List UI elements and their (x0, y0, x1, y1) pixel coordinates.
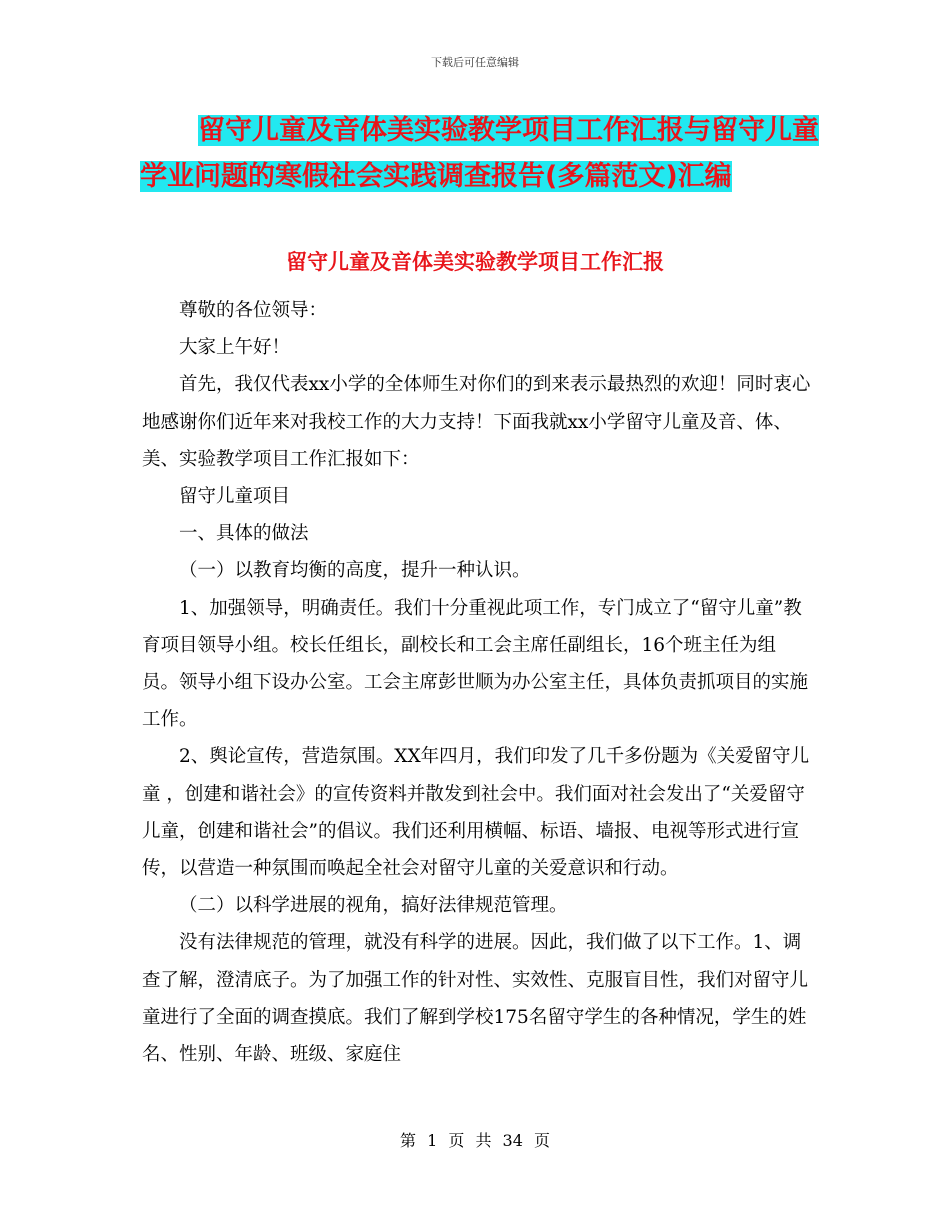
paragraph-intro: 首先，我仅代表xx小学的全体师生对你们的到来表示最热烈的欢迎！同时衷心地感谢你们近年来对我校工作的大力支持！下面我就xx小学留守儿童及音、体、美、实验教学项目工作汇报如下： (142, 374, 811, 470)
paragraph-publicity: 2、舆论宣传，营造氛围。XX年四月，我们印发了几千多份题为《关爱留守儿童 ，创建和谐社会》的宣传资料并散发到社会中。我们面对社会发出了“关爱留守儿童，创建和谐社会”的倡议。我们还利用横幅、标语、墙报、电视等形式进行宣传，以营造一种氛围而唤起全社会对留守儿童的关爱意识和行动。 (142, 746, 810, 880)
paragraph-heading-sub-1: （一）以教育均衡的高度，提升一种认识。 (179, 560, 531, 582)
paragraph-heading-sub-2: （二）以科学进展的视角，搞好法律规范管理。 (179, 895, 568, 917)
paragraph-hello: 大家上午好！ (179, 337, 291, 359)
paragraph-heading-project: 留守儿童项目 (179, 486, 291, 508)
document-body (142, 292, 812, 1073)
main-title-line-2: 学业问题的寒假社会实践调查报告(多篇范文)汇编 (140, 161, 732, 192)
page-footer: 第 1 页 共 34 页 (400, 1131, 550, 1150)
paragraph-greeting: 尊敬的各位领导： (179, 300, 328, 321)
main-title-line-1: 留守儿童及音体美实验教学项目工作汇报与留守儿童 (198, 115, 819, 146)
paragraph-management: 没有法律规范的管理，就没有科学的进展。因此，我们做了以下工作。1、调查了解，澄清底子。为了加强工作的针对性、实效性、克服盲目性，我们对留守儿童进行了全面的调查摸底。我们了解到学校175名留守学生的各种情况，学生的姓名、性别、年龄、班级、家庭住 (142, 932, 809, 1066)
section-title: 留守儿童及音体美实验教学项目工作汇报 (286, 250, 664, 274)
document-main-title (140, 108, 840, 200)
paragraph-heading-methods: 一、具体的做法 (179, 523, 309, 545)
header-note: 下载后可任意编辑 (431, 56, 519, 69)
paragraph-leadership: 1、加强领导，明确责任。我们十分重视此项工作，专门成立了“留守儿童”教育项目领导小组。校长任组长，副校长和工会主席任副组长，16个班主任为组员。领导小组下设办公室。工会主席彭世顺为办公室主任，具体负责抓项目的实施工作。 (142, 597, 809, 731)
